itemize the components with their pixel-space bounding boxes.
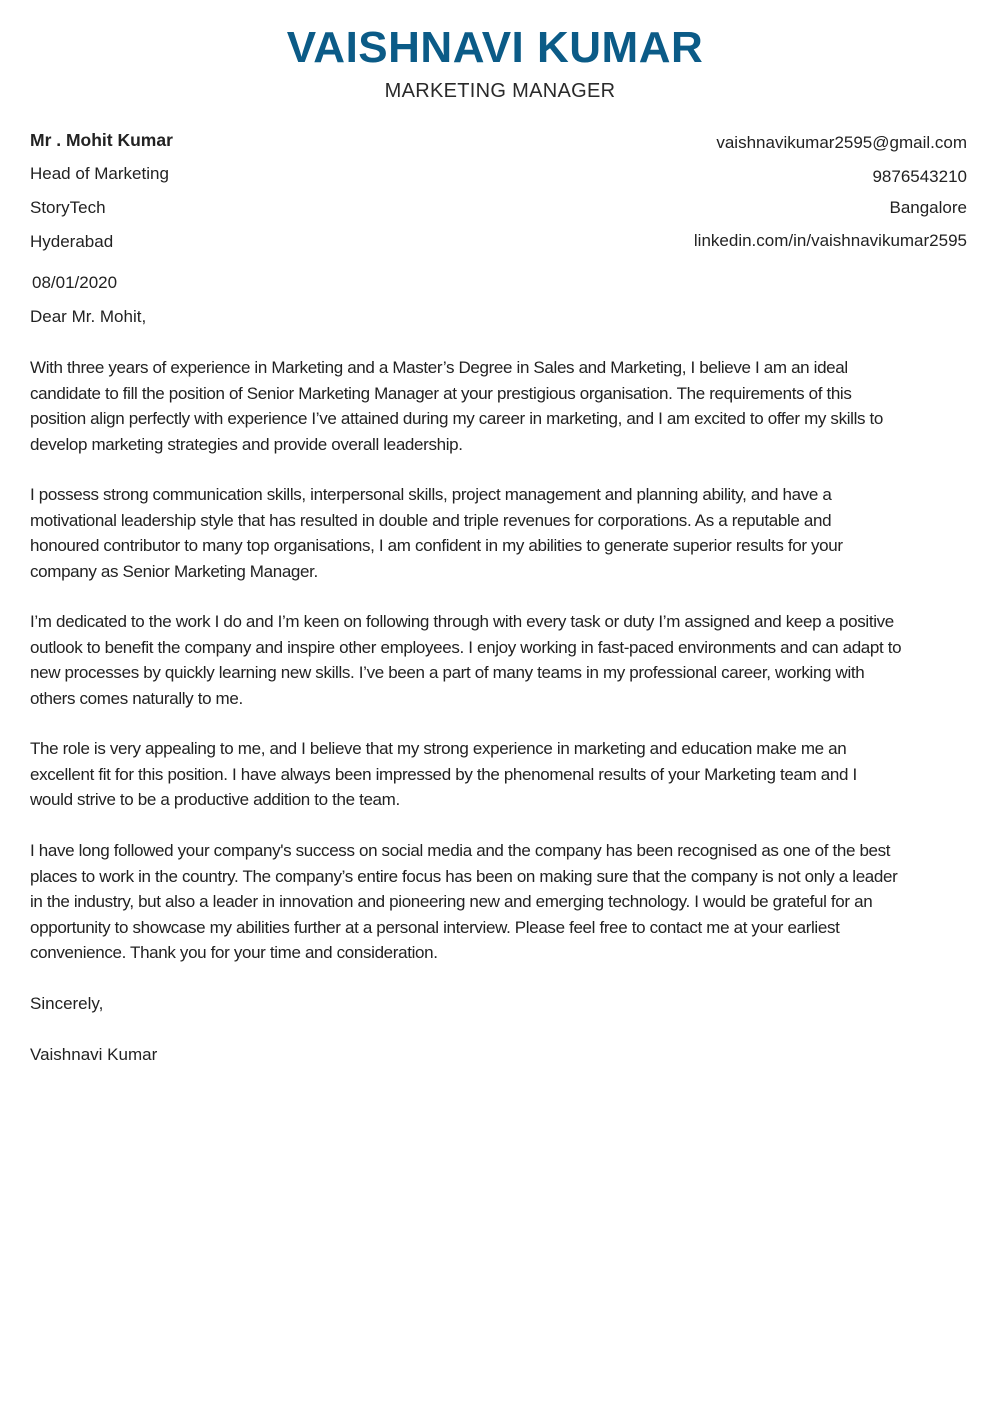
sender-linkedin: linkedin.com/in/vaishnavikumar2595 bbox=[693, 231, 967, 250]
paragraph-line: new processes by quickly learning new skills. I’ve been a part of many teams in my professional career, working with bbox=[30, 663, 865, 682]
sender-phone: 9876543210 bbox=[872, 167, 967, 186]
paragraph-line: develop marketing strategies and provide overall leadership. bbox=[30, 434, 463, 454]
recipient-block bbox=[30, 127, 173, 263]
paragraph-line: others comes naturally to me. bbox=[30, 688, 243, 708]
paragraph-line: convenience. Thank you for your time and consideration. bbox=[30, 943, 438, 962]
paragraph-line: honoured contributor to many top organisations, I am confident in my abilities to generate superior results for your bbox=[30, 536, 843, 555]
paragraph-line: opportunity to showcase my abilities further at a personal interview. Please feel free to contact me at your earliest bbox=[30, 917, 840, 937]
paragraph-line: I have long followed your company's success on social media and the company has been recognised as one of the best bbox=[30, 841, 891, 860]
paragraph-line: candidate to fill the position of Senior Marketing Manager at your prestigious organisation. The requirements of this bbox=[30, 383, 852, 403]
body-paragraph bbox=[30, 355, 975, 457]
paragraph-line: With three years of experience in Marketing and a Master’s Degree in Sales and Marketing, I believe I am an ideal bbox=[30, 358, 848, 377]
body-paragraph bbox=[30, 736, 975, 813]
paragraph-line: motivational leadership style that has resulted in double and triple revenues for corporations. As a reputable and bbox=[30, 510, 832, 530]
paragraph-line: in the industry, but also a leader in innovation and pioneering new and emerging technology. I would be grateful for an bbox=[30, 892, 873, 911]
sender-city: Bangalore bbox=[889, 198, 967, 217]
signature: Vaishnavi Kumar bbox=[30, 1045, 158, 1064]
paragraph-line: excellent fit for this position. I have always been impressed by the phenomenal results of your Marketing team and I bbox=[30, 764, 857, 784]
recipient-city: Hyderabad bbox=[30, 232, 114, 251]
body-paragraph bbox=[30, 838, 975, 966]
recipient-position: Head of Marketing bbox=[30, 164, 169, 183]
paragraph-line: I’m dedicated to the work I do and I’m keen on following through with every task or duty I’m assigned and keep a positive bbox=[30, 612, 894, 631]
body-paragraph bbox=[30, 609, 975, 711]
paragraph-line: position align perfectly with experience I’ve attained during my career in marketing, and I am excited to offer my skills to bbox=[30, 409, 883, 428]
recipient-company: StoryTech bbox=[30, 198, 106, 217]
sender-email: vaishnavikumar2595@gmail.com bbox=[716, 133, 967, 152]
recipient-name: Mr . Mohit Kumar bbox=[30, 130, 173, 150]
paragraph-line: places to work in the country. The company’s entire focus has been on making sure that the company is not only a leader bbox=[30, 866, 898, 886]
sender-contact-block bbox=[694, 130, 967, 254]
paragraph-line: company as Senior Marketing Manager. bbox=[30, 561, 318, 581]
salutation: Dear Mr. Mohit, bbox=[30, 307, 147, 326]
paragraph-line: outlook to benefit the company and inspire other employees. I enjoy working in fast-paced environments and can adapt to bbox=[30, 637, 902, 657]
paragraph-line: I possess strong communication skills, interpersonal skills, project management and planning ability, and have a bbox=[30, 485, 832, 504]
applicant-name: VAISHNAVI KUMAR bbox=[286, 23, 704, 72]
letter-date: 08/01/2020 bbox=[32, 273, 118, 292]
paragraph-line: The role is very appealing to me, and I believe that my strong experience in marketing and education make me an bbox=[30, 739, 847, 758]
body-paragraph bbox=[30, 482, 975, 584]
closing: Sincerely, bbox=[30, 994, 104, 1013]
paragraph-line: would strive to be a productive addition to the team. bbox=[30, 790, 400, 809]
applicant-title: MARKETING MANAGER bbox=[384, 80, 616, 102]
